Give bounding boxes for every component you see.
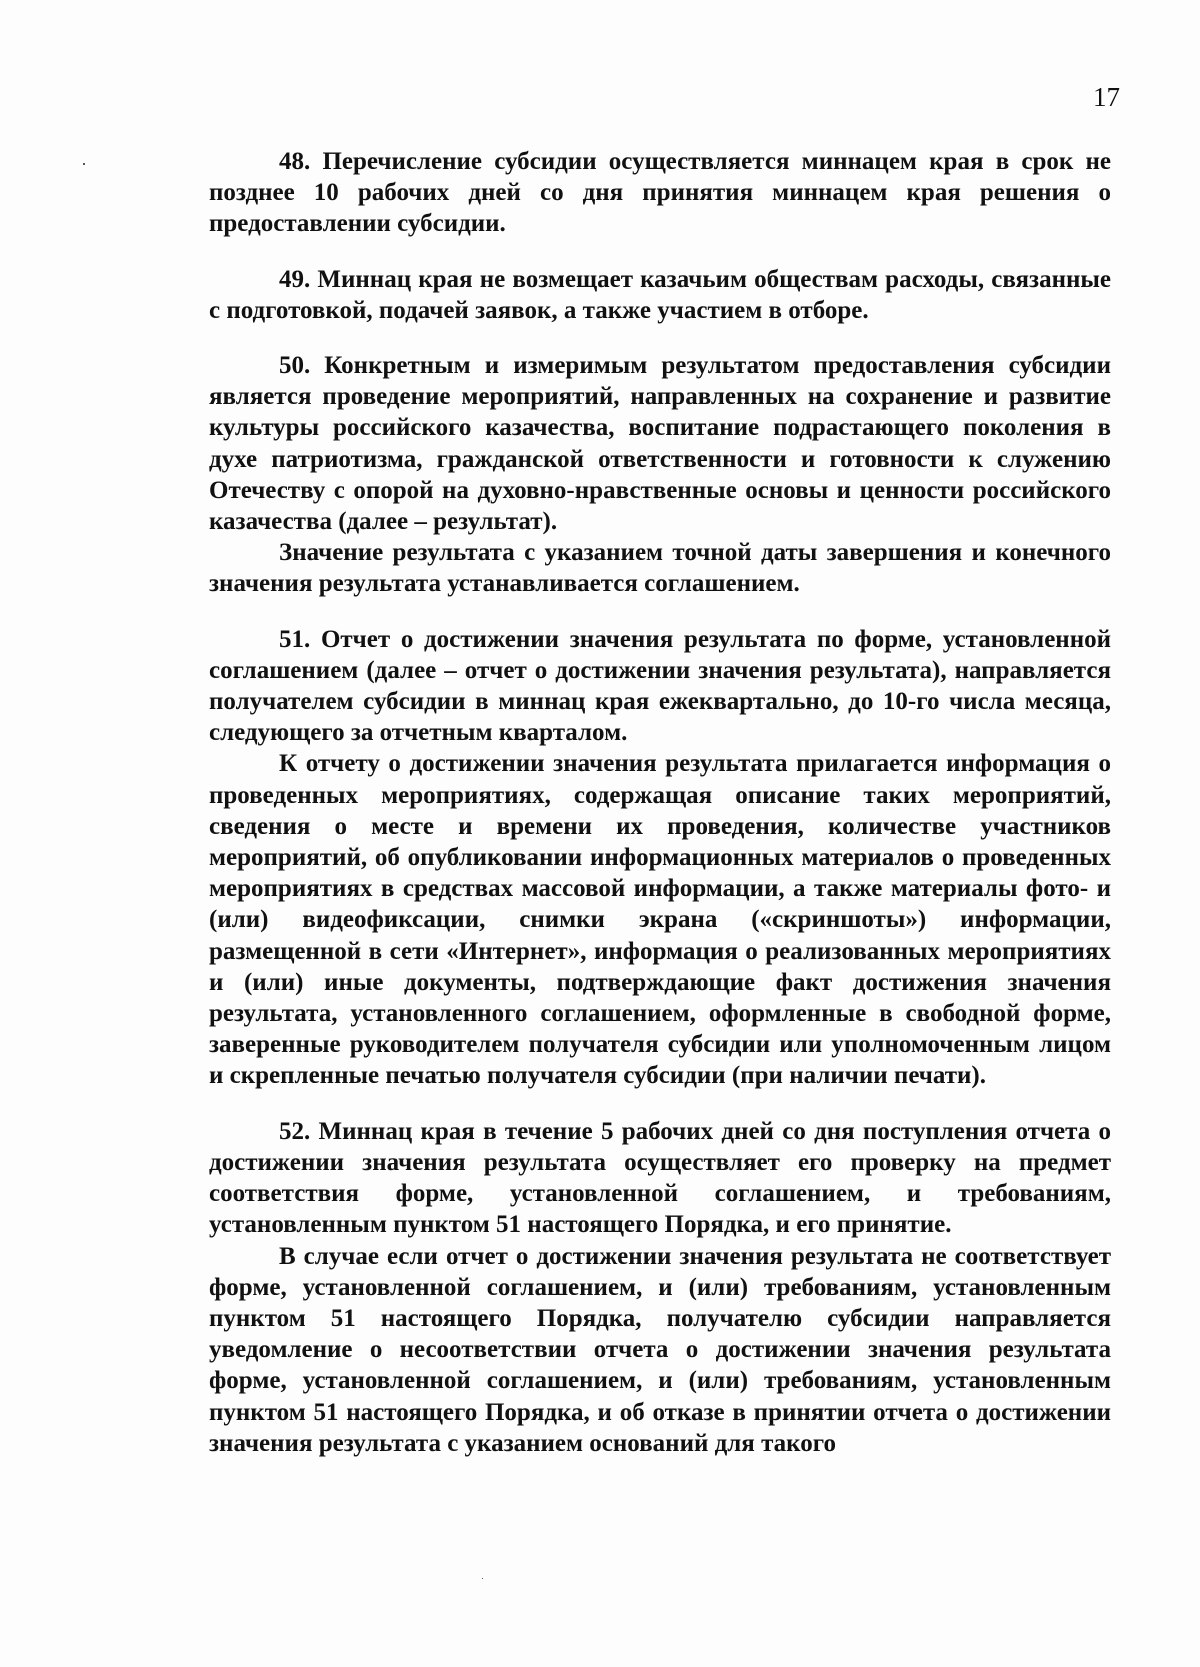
document-body <box>209 146 1111 1459</box>
paragraph: Значение результата с указанием точной даты завершения и конечного значения результата устанавливается соглашением. <box>209 539 1111 598</box>
paragraph: 52. Миннац края в течение 5 рабочих дней со дня поступления отчета о достижении значения результата осуществляет его проверку на предмет соответствия форме, установленной соглашением, и требованиям, установленным пунктом 51 настоящего Порядка, и его принятие. <box>209 1117 1111 1239</box>
scan-speck <box>482 1578 483 1579</box>
scan-speck <box>83 163 85 165</box>
paragraph: 51. Отчет о достижении значения результата по форме, установленной соглашением (далее – отчет о достижении значения результата), направляется получателем субсидии в миннац края ежеквартально, до 10-го числа месяца, следующего за отчетным кварталом. <box>209 625 1111 747</box>
paragraph: 49. Миннац края не возмещает казачьим обществам расходы, связанные с подготовкой, подачей заявок, а также участием в отборе. <box>209 265 1111 324</box>
page-number: 17 <box>1093 82 1120 112</box>
paragraph: 48. Перечисление субсидии осуществляется миннацем края в срок не позднее 10 рабочих дней со дня принятия миннацем края решения о предоставлении субсидии. <box>209 148 1111 238</box>
paragraph: 50. Конкретным и измеримым результатом предоставления субсидии является проведение мероприятий, направленных на сохранение и развитие культуры российского казачества, воспитание подрастающего поколения в духе патриотизма, гражданской ответственности и готовности к служению Отечеству с опорой на духовно-нравственные основы и ценности российского казачества (далее – результат). <box>209 352 1111 536</box>
paragraph: В случае если отчет о достижении значения результата не соответствует форме, установленной соглашением, и (или) требованиям, установленным пунктом 51 настоящего Порядка, получателю субсидии направляется уведомление о несоответствии отчета о достижении значения результата форме, установленной соглашением, и (или) требованиям, установленным пунктом 51 настоящего Порядка, и об отказе в принятии отчета о достижении значения результата с указанием оснований для такого <box>209 1242 1111 1457</box>
paragraph: К отчету о достижении значения результата прилагается информация о проведенных мероприятиях, содержащая описание таких мероприятий, сведения о месте и времени их проведения, количестве участников мероприятий, об опубликовании информационных материалов о проведенных мероприятиях в средствах массовой информации, а также материалы фото- и (или) видеофиксации, снимки экрана («скриншоты») информации, размещенной в сети «Интернет», информация о реализованных мероприятиях и (или) иные документы, подтверждающие факт достижения значения результата, установленного соглашением, оформленные в свободной форме, заверенные руководителем получателя субсидии или уполномоченным лицом и скрепленные печатью получателя субсидии (при наличии печати). <box>209 750 1111 1090</box>
